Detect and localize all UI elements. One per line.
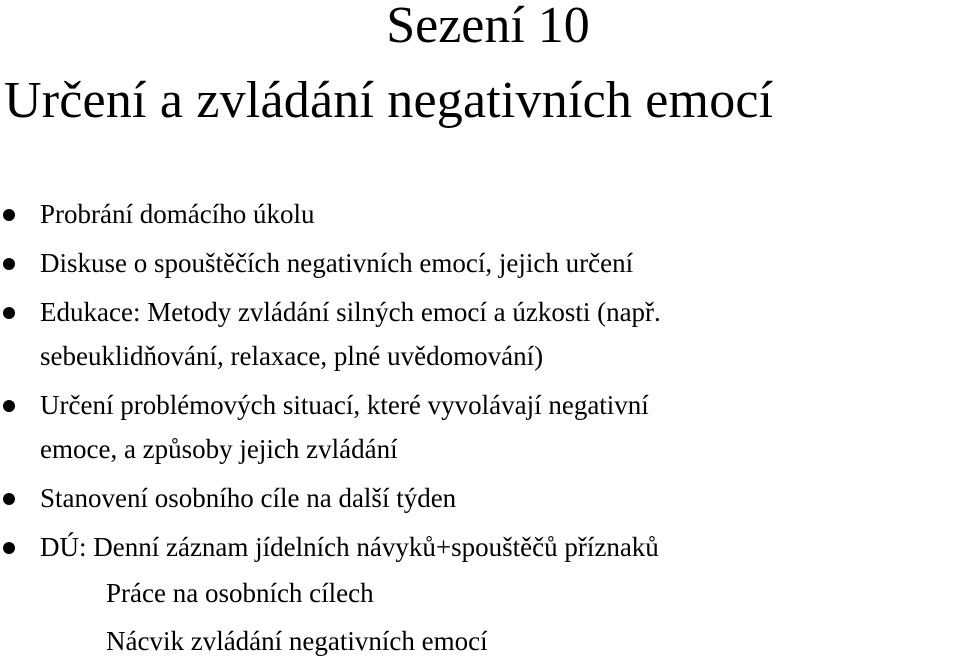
bullet-item <box>0 290 960 378</box>
bullet-dot-icon <box>3 400 15 412</box>
bullet-dot-icon <box>3 209 15 221</box>
bullet-item <box>0 241 960 285</box>
bullet-text: Diskuse o spouštěčích negativních emocí, jejich určení <box>40 248 634 278</box>
bullet-item <box>0 525 960 569</box>
bullet-text-continued: sebeuklidňování, relaxace, plné uvědomování) <box>40 341 544 371</box>
bullet-item <box>0 476 960 520</box>
bullet-list <box>0 192 960 665</box>
slide-title-topic: Určení a zvládání negativních emocí <box>4 72 774 129</box>
bullet-text: Určení problémových situací, které vyvolávají negativní <box>40 390 649 420</box>
sub-item: Práce na osobních cílech <box>106 578 374 608</box>
bullet-dot-icon <box>3 493 15 505</box>
slide-title-session: Sezení 10 <box>386 0 590 54</box>
bullet-dot-icon <box>3 258 15 270</box>
sub-item: Nácvik zvládání negativních emocí <box>106 626 488 656</box>
bullet-text-continued: emoce, a způsoby jejich zvládání <box>40 434 398 464</box>
bullet-text: Stanovení osobního cíle na další týden <box>40 483 457 513</box>
bullet-text: DÚ: Denní záznam jídelních návyků+spouštěčů příznaků <box>40 532 659 562</box>
bullet-text: Edukace: Metody zvládání silných emocí a úzkosti (např. <box>40 297 661 327</box>
bullet-dot-icon <box>3 542 15 554</box>
bullet-item <box>0 192 960 236</box>
bullet-dot-icon <box>3 307 15 319</box>
bullet-text: Probrání domácího úkolu <box>40 199 315 229</box>
bullet-item <box>0 383 960 471</box>
